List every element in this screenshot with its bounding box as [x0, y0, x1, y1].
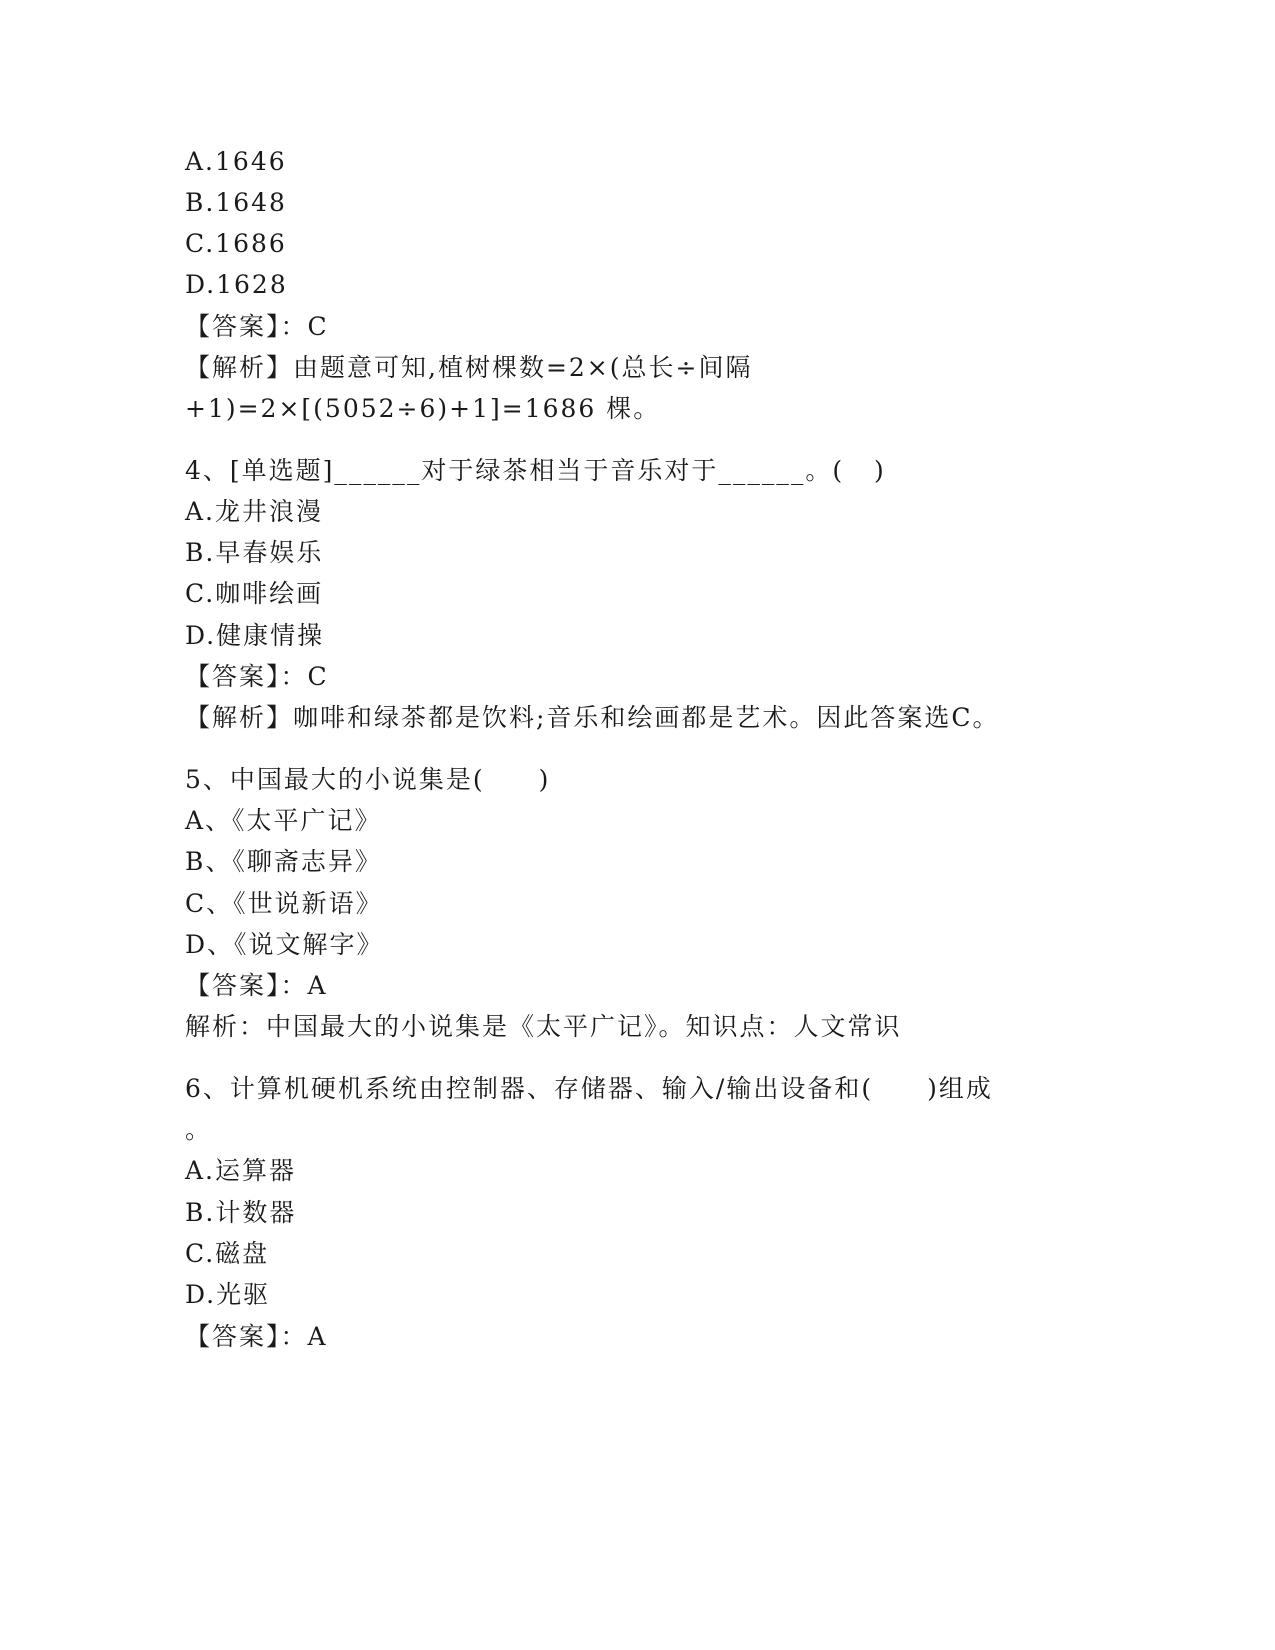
q5-option-d: D、《说文解字》	[185, 930, 384, 959]
q4-option-b: B.早春娱乐	[185, 538, 324, 567]
q5-analysis: 解析：中国最大的小说集是《太平广记》。知识点：人文常识	[185, 1012, 902, 1041]
q3-answer: 【答案】：C	[185, 312, 329, 341]
q3-option-a: A.1646	[185, 147, 287, 176]
q3-analysis-line1: 【解析】由题意可知,植树棵数=2×(总长÷间隔	[185, 353, 753, 382]
q5-option-a: A、《太平广记》	[185, 806, 382, 835]
q4-analysis: 【解析】咖啡和绿茶都是饮料;音乐和绘画都是艺术。因此答案选C。	[185, 703, 1000, 732]
q4-option-a: A.龙井浪漫	[185, 497, 324, 526]
q4-answer: 【答案】：C	[185, 662, 329, 691]
q5-option-b: B、《聊斋志异》	[185, 847, 382, 876]
q6-option-d: D.光驱	[185, 1280, 271, 1309]
q5-question: 5、中国最大的小说集是( )	[185, 765, 551, 794]
q3-option-d: D.1628	[185, 270, 288, 299]
q5-answer: 【答案】：A	[185, 971, 328, 1000]
q4-question: 4、[单选题]______对于绿茶相当于音乐对于______。( )	[185, 456, 886, 485]
q3-option-b: B.1648	[185, 188, 287, 217]
q6-option-a: A.运算器	[185, 1156, 297, 1185]
q3-analysis-line2: +1)=2×[(5052÷6)+1]=1686 棵。	[185, 394, 661, 423]
q6-question-line2: 。	[185, 1115, 213, 1144]
q3-option-c: C.1686	[185, 229, 287, 258]
q4-option-d: D.健康情操	[185, 621, 325, 650]
q6-option-c: C.磁盘	[185, 1239, 270, 1268]
q5-option-c: C、《世说新语》	[185, 889, 383, 918]
q4-option-c: C.咖啡绘画	[185, 579, 324, 608]
q6-question-line1: 6、计算机硬机系统由控制器、存储器、输入/输出设备和( )组成	[185, 1074, 993, 1103]
q6-answer: 【答案】：A	[185, 1322, 328, 1351]
q6-option-b: B.计数器	[185, 1198, 297, 1227]
